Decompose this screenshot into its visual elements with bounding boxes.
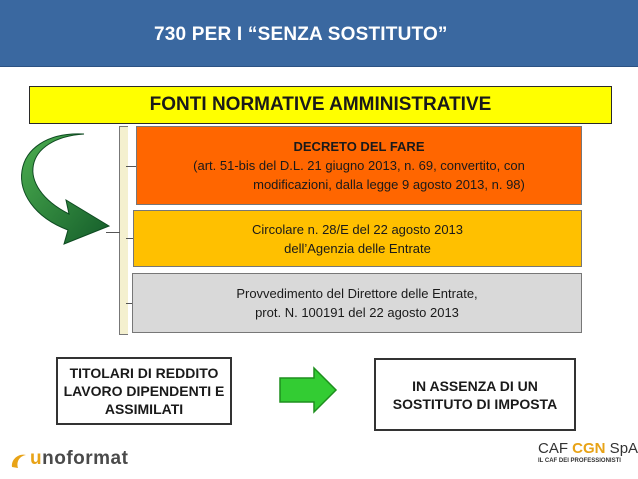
right-arrow-icon xyxy=(278,366,338,414)
provvedimento-line1: Provvedimento del Direttore delle Entrate, xyxy=(236,286,478,301)
caf-logo-tagline: IL CAF DEI PROFESSIONISTI xyxy=(538,458,621,464)
unoformat-logo-part2: noformat xyxy=(42,448,129,469)
unoformat-swirl-icon xyxy=(9,451,29,471)
circolare-line2: dell’Agenzia delle Entrate xyxy=(284,240,431,256)
unoformat-logo xyxy=(9,448,127,472)
curved-arrow-icon xyxy=(14,126,118,248)
caf-cgn-logo xyxy=(538,440,638,476)
bracket-connector xyxy=(106,232,120,233)
flow-right-box xyxy=(374,358,576,431)
flow-left-line2: LAVORO DIPENDENTI E xyxy=(63,383,225,399)
decreto-line2: modificazioni, dalla legge 9 agosto 2013, n. 98) xyxy=(253,177,525,192)
section-heading: FONTI NORMATIVE AMMINISTRATIVE xyxy=(29,86,612,124)
source-provvedimento-box xyxy=(132,273,582,333)
page-title: 730 PER I “SENZA SOSTITUTO” xyxy=(154,24,448,45)
bracket-tick-decreto xyxy=(126,166,136,167)
circolare-line1: Circolare n. 28/E del 22 agosto 2013 xyxy=(251,221,464,237)
flow-right-line2: SOSTITUTO DI IMPOSTA xyxy=(392,395,558,412)
flow-left-line3: ASSIMILATI xyxy=(104,401,184,417)
unoformat-logo-part1: u xyxy=(30,448,43,469)
caf-logo-part2: CGN xyxy=(572,440,606,457)
decreto-title: DECRETO DEL FARE xyxy=(293,139,425,154)
caf-logo-part1: CAF xyxy=(538,440,573,457)
header-bar xyxy=(0,0,638,67)
provvedimento-line2: prot. N. 100191 del 22 agosto 2013 xyxy=(255,305,459,320)
flow-left-box xyxy=(56,357,232,425)
decreto-line1: (art. 51-bis del D.L. 21 giugno 2013, n. 69, convertito, con xyxy=(193,158,525,173)
bracket-tick-circolare xyxy=(126,238,133,239)
flow-right-line1: IN ASSENZA DI UN xyxy=(412,377,538,394)
source-circolare-box xyxy=(133,210,582,267)
caf-logo-part3: SpA xyxy=(605,440,638,457)
flow-left-line1: TITOLARI DI REDDITO xyxy=(69,365,219,381)
source-decreto-box xyxy=(136,126,582,205)
